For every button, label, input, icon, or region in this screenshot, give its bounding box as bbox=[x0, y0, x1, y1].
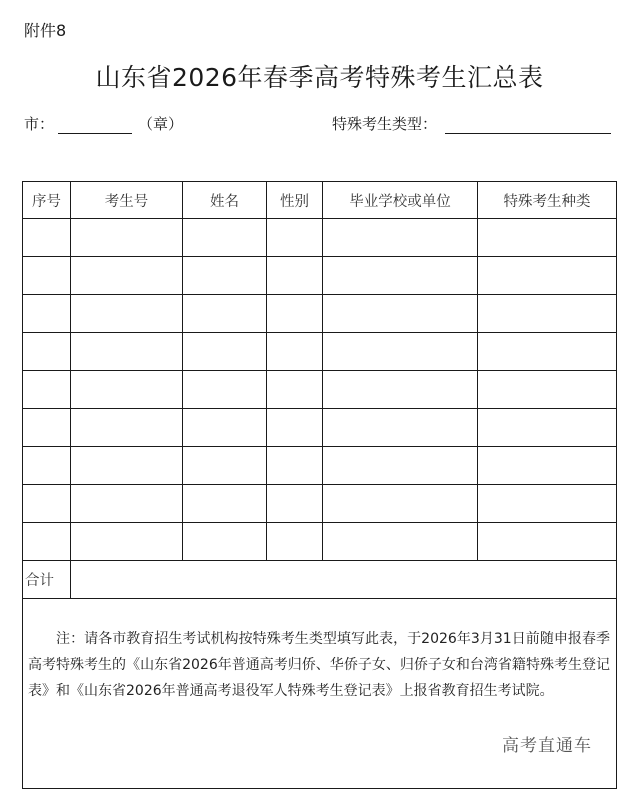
type-line bbox=[332, 113, 611, 134]
note-row bbox=[23, 599, 617, 789]
city-line bbox=[24, 113, 183, 134]
note-cell bbox=[23, 599, 617, 789]
seal-label: （章） bbox=[138, 115, 184, 133]
table-cell[interactable] bbox=[478, 295, 617, 333]
table-cell[interactable] bbox=[71, 485, 183, 523]
table-cell[interactable] bbox=[323, 333, 478, 371]
special-type-blank-field[interactable] bbox=[445, 119, 611, 134]
table-cell[interactable] bbox=[478, 523, 617, 561]
table-cell[interactable] bbox=[183, 333, 267, 371]
table-cell[interactable] bbox=[323, 219, 478, 257]
table-row bbox=[23, 409, 617, 447]
table-cell[interactable] bbox=[183, 523, 267, 561]
table-cell[interactable] bbox=[478, 485, 617, 523]
table-cell[interactable] bbox=[23, 409, 71, 447]
page-title: 山东省2026年春季高考特殊考生汇总表 bbox=[95, 63, 544, 92]
total-row bbox=[23, 561, 617, 599]
table-cell[interactable] bbox=[478, 409, 617, 447]
table-cell[interactable] bbox=[71, 447, 183, 485]
table-cell[interactable] bbox=[183, 219, 267, 257]
table-row bbox=[23, 219, 617, 257]
table-cell[interactable] bbox=[23, 371, 71, 409]
table-cell[interactable] bbox=[23, 257, 71, 295]
attachment-label: 附件8 bbox=[24, 21, 67, 40]
header-exam-number: 考生号 bbox=[71, 182, 183, 219]
summary-table bbox=[22, 181, 617, 789]
table-cell[interactable] bbox=[323, 257, 478, 295]
table-cell[interactable] bbox=[267, 219, 323, 257]
table-cell[interactable] bbox=[71, 523, 183, 561]
city-blank-field[interactable] bbox=[58, 119, 132, 134]
table-cell[interactable] bbox=[23, 295, 71, 333]
table-cell[interactable] bbox=[183, 295, 267, 333]
table-row bbox=[23, 295, 617, 333]
table-cell[interactable] bbox=[267, 295, 323, 333]
table-cell[interactable] bbox=[23, 523, 71, 561]
table-cell[interactable] bbox=[71, 333, 183, 371]
table-cell[interactable] bbox=[267, 333, 323, 371]
total-label: 合计 bbox=[23, 561, 71, 599]
table-cell[interactable] bbox=[267, 257, 323, 295]
header-seq: 序号 bbox=[23, 182, 71, 219]
watermark-text: 高考直通车 bbox=[502, 736, 592, 756]
table-cell[interactable] bbox=[478, 371, 617, 409]
table-row bbox=[23, 447, 617, 485]
table-cell[interactable] bbox=[183, 485, 267, 523]
header-row bbox=[23, 182, 617, 219]
table-cell[interactable] bbox=[267, 371, 323, 409]
header-special-kind: 特殊考生种类 bbox=[478, 182, 617, 219]
table-cell[interactable] bbox=[323, 409, 478, 447]
table-cell[interactable] bbox=[71, 371, 183, 409]
table-cell[interactable] bbox=[478, 333, 617, 371]
table-cell[interactable] bbox=[323, 295, 478, 333]
table-cell[interactable] bbox=[323, 485, 478, 523]
table-cell[interactable] bbox=[71, 257, 183, 295]
table-cell[interactable] bbox=[478, 257, 617, 295]
table-cell[interactable] bbox=[23, 333, 71, 371]
table-cell[interactable] bbox=[267, 409, 323, 447]
table-cell[interactable] bbox=[23, 447, 71, 485]
table-cell[interactable] bbox=[23, 219, 71, 257]
table-cell[interactable] bbox=[323, 371, 478, 409]
table-row bbox=[23, 371, 617, 409]
header-name: 姓名 bbox=[183, 182, 267, 219]
table-cell[interactable] bbox=[183, 371, 267, 409]
table-cell[interactable] bbox=[71, 295, 183, 333]
table-row bbox=[23, 485, 617, 523]
special-type-label: 特殊考生类型： bbox=[332, 115, 438, 133]
note-text: 注：请各市教育招生考试机构按特殊考生类型填写此表，于2026年3月31日前随申报春季高考特殊考生的《山东省2026年普通高考归侨、华侨子女、归侨子女和台湾省籍特殊考生登记表》和《山东省2026年普通高考退役军人特殊考生登记表》上报省教育招生考试院。 bbox=[28, 631, 610, 699]
header-gender: 性别 bbox=[267, 182, 323, 219]
table-cell[interactable] bbox=[323, 523, 478, 561]
table-cell[interactable] bbox=[183, 447, 267, 485]
table-cell[interactable] bbox=[23, 485, 71, 523]
header-school: 毕业学校或单位 bbox=[323, 182, 478, 219]
city-label: 市： bbox=[24, 115, 55, 133]
table-cell[interactable] bbox=[183, 257, 267, 295]
table-cell[interactable] bbox=[267, 523, 323, 561]
table-row bbox=[23, 257, 617, 295]
table-cell[interactable] bbox=[267, 447, 323, 485]
table-cell[interactable] bbox=[71, 409, 183, 447]
table-row bbox=[23, 333, 617, 371]
table-cell[interactable] bbox=[478, 447, 617, 485]
table-cell[interactable] bbox=[323, 447, 478, 485]
table-cell[interactable] bbox=[478, 219, 617, 257]
table-row bbox=[23, 523, 617, 561]
table-cell[interactable] bbox=[267, 485, 323, 523]
table-cell[interactable] bbox=[71, 219, 183, 257]
total-value-cell[interactable] bbox=[71, 561, 617, 599]
table-cell[interactable] bbox=[183, 409, 267, 447]
